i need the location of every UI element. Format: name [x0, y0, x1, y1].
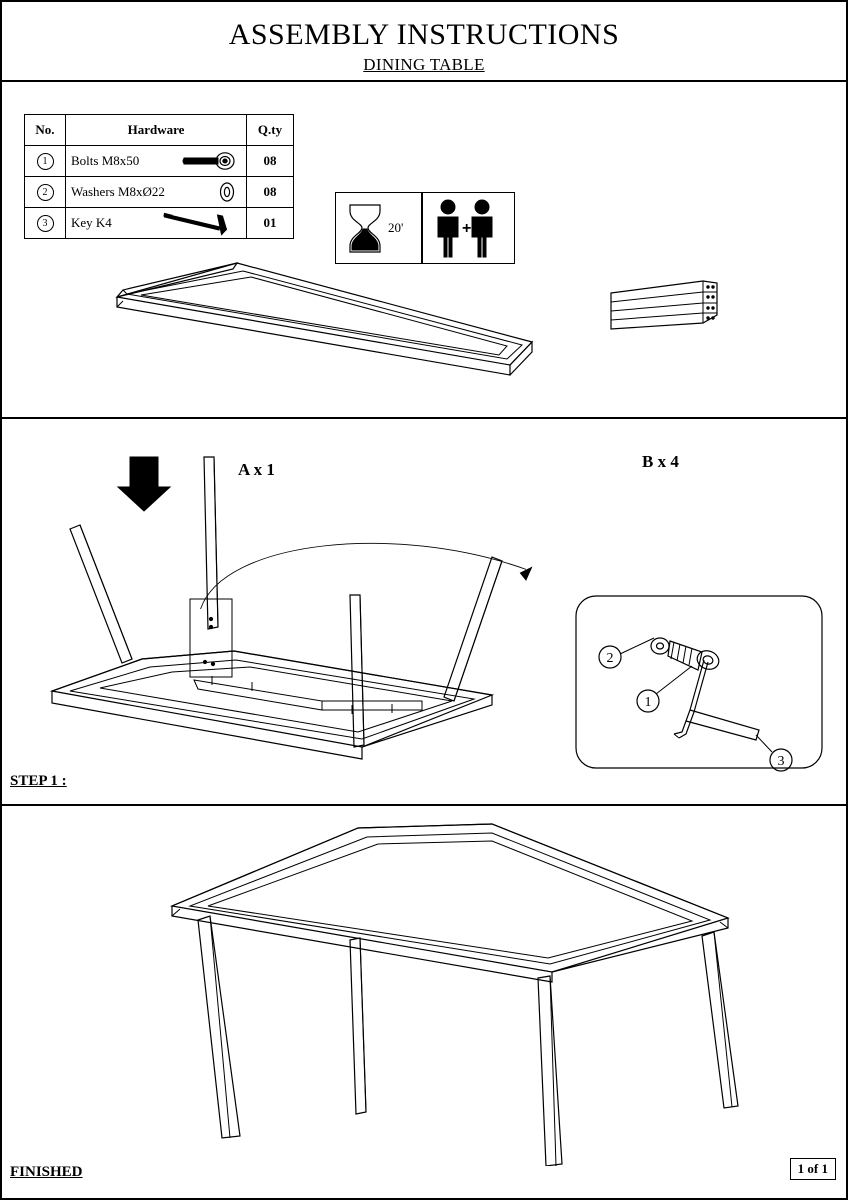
- part-b-drawing: [607, 277, 727, 357]
- row-number-1: [25, 146, 66, 177]
- info-box: [335, 192, 515, 264]
- part-a-drawing: [107, 257, 547, 387]
- washer-icon: [214, 182, 240, 202]
- hardware-qty: 01: [247, 208, 294, 239]
- hardware-cell-key: [66, 208, 247, 239]
- table-row: [25, 146, 294, 177]
- parts-section: [2, 82, 846, 479]
- allen-key-icon: [160, 210, 240, 236]
- hardware-name: Bolts M8x50: [71, 153, 140, 168]
- part-b-label: B x 4: [642, 452, 679, 471]
- callout-number-3: 3: [777, 754, 785, 769]
- step-1-section: [2, 419, 846, 806]
- hardware-qty: 08: [247, 146, 294, 177]
- step-1-drawing: [22, 429, 582, 779]
- circled-number: 1: [37, 153, 54, 170]
- page-number: 1 of 1: [790, 1158, 836, 1180]
- hardware-name: Key K4: [71, 215, 112, 230]
- plus-sign: +: [462, 220, 472, 237]
- circled-number: 2: [37, 184, 54, 201]
- sheet-header: [2, 2, 846, 82]
- part-a-label: A x 1: [238, 460, 275, 479]
- hardware-qty: 08: [247, 177, 294, 208]
- hardware-cell-bolt: [66, 146, 247, 177]
- table-row: [25, 208, 294, 239]
- callout-number-1: 1: [644, 695, 652, 710]
- table-header-row: [25, 115, 294, 146]
- step-1-detail-box: [574, 594, 824, 774]
- info-divider: [421, 193, 423, 263]
- direction-arrow-icon: [118, 457, 170, 511]
- step-label: STEP 1 :: [10, 773, 67, 789]
- finished-label: FINISHED: [10, 1164, 83, 1180]
- finished-table-drawing: [162, 816, 762, 1166]
- column-header-hardware: Hardware: [66, 115, 247, 146]
- page-title: ASSEMBLY INSTRUCTIONS: [228, 18, 620, 51]
- hardware-table: [24, 114, 294, 239]
- table-row: [25, 177, 294, 208]
- hardware-name: Washers M8xØ22: [71, 184, 165, 199]
- row-number-3: [25, 208, 66, 239]
- page-subtitle: DINING TABLE: [363, 55, 485, 74]
- callout-number-2: 2: [606, 651, 614, 666]
- column-header-no: No.: [25, 115, 66, 146]
- circled-number: 3: [37, 215, 54, 232]
- assembly-time-label: 20': [388, 220, 404, 235]
- column-header-qty: Q.ty: [247, 115, 294, 146]
- hardware-cell-washer: [66, 177, 247, 208]
- bolt-icon: [180, 152, 240, 170]
- finished-section: [2, 806, 846, 1198]
- row-number-2: [25, 177, 66, 208]
